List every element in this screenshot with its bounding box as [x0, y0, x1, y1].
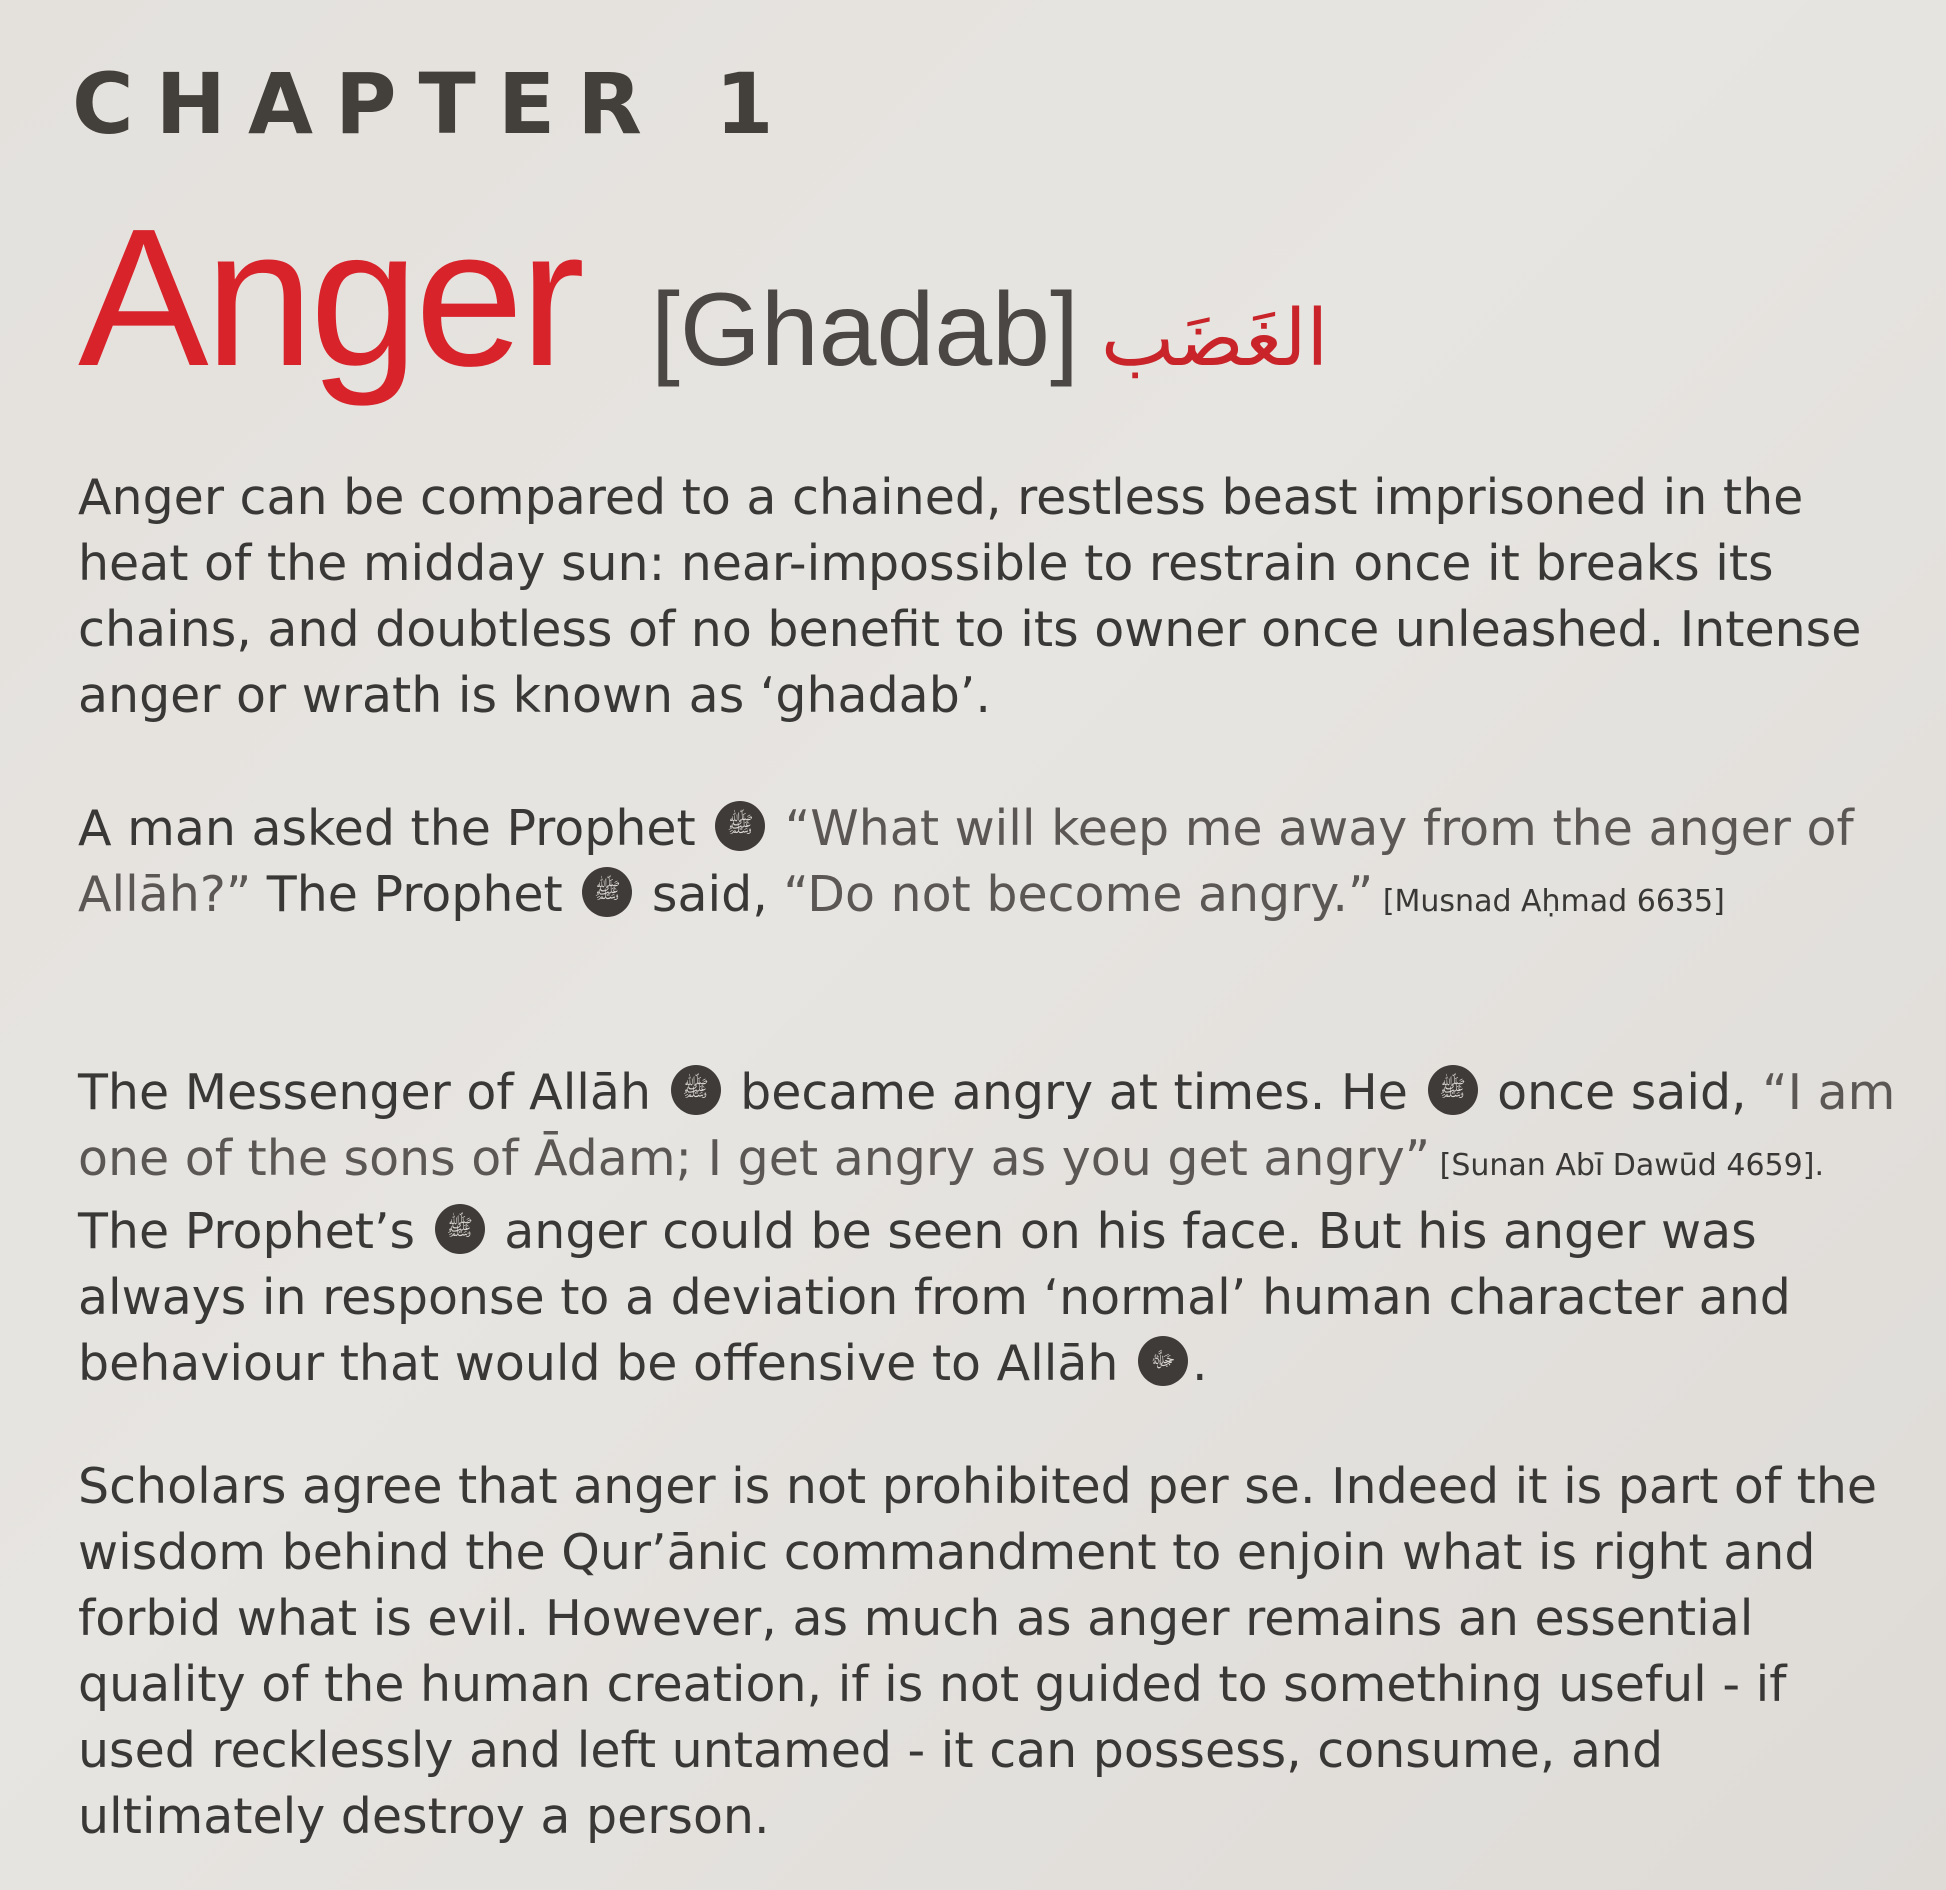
p3-text-3: once said, — [1481, 1064, 1763, 1121]
p3-text-4: The Prophet’s — [78, 1203, 431, 1260]
p2-quote-1: “What will keep me away from the anger of Allāh?” — [78, 800, 1854, 923]
title-transliteration: [Ghadab] — [651, 272, 1079, 388]
p3-text-6: . — [1192, 1335, 1208, 1392]
paragraph-hadith-advice — [78, 796, 1898, 935]
p3-quote-1: “I am one of the sons of Ādam; I get angry as you get angry” — [78, 1064, 1896, 1187]
paragraph-intro: Anger can be compared to a chained, restless beast imprisoned in the heat of the midday sun: near-impossible to restrain once it breaks its chains, and doubtless of no benefit to its owner once unleashed. Intense anger or wrath is known as ‘ghadab’. — [78, 469, 1862, 724]
salawat-icon: ﷺ — [582, 867, 632, 917]
p2-text-2: The Prophet — [251, 866, 579, 923]
paragraph-messenger-anger — [78, 1060, 1898, 1397]
salawat-icon: ﷺ — [435, 1204, 485, 1254]
citation-musnad: [Musnad Aḥmad 6635] — [1373, 884, 1725, 919]
p3-text-2: became angry at times. He — [724, 1064, 1424, 1121]
citation-sunan: [Sunan Abī Dawūd 4659]. — [1430, 1148, 1824, 1183]
chapter-title — [78, 188, 1329, 420]
p3-text-1: The Messenger of Allāh — [78, 1064, 667, 1121]
salawat-icon: ﷺ — [715, 801, 765, 851]
chapter-label: CHAPTER 1 — [72, 55, 796, 153]
salawat-icon: ﷺ — [671, 1065, 721, 1115]
salawat-icon: ﷺ — [1428, 1065, 1478, 1115]
p2-text-3: said, — [636, 866, 784, 923]
p3-text-5: anger could be seen on his face. But his anger was always in response to a deviation from ‘normal’ human character and behaviour that would be offensive to Allāh — [78, 1203, 1791, 1392]
jalla-jalaluhu-icon: ﷻ — [1138, 1336, 1188, 1386]
title-arabic: الغَضَب — [1100, 294, 1329, 384]
title-main: Anger — [78, 188, 582, 407]
p2-quote-2: “Do not become angry.” — [783, 866, 1374, 923]
p2-text-1: A man asked the Prophet — [78, 800, 712, 857]
paragraph-scholars: Scholars agree that anger is not prohibited per se. Indeed it is part of the wisdom behind the Qur’ānic commandment to enjoin what is right and forbid what is evil. However, as much as anger remains an essential quality of the human creation, if is not guided to something useful - if used recklessly and left untamed - it can possess, consume, and ultimately destroy a person. — [78, 1458, 1878, 1845]
